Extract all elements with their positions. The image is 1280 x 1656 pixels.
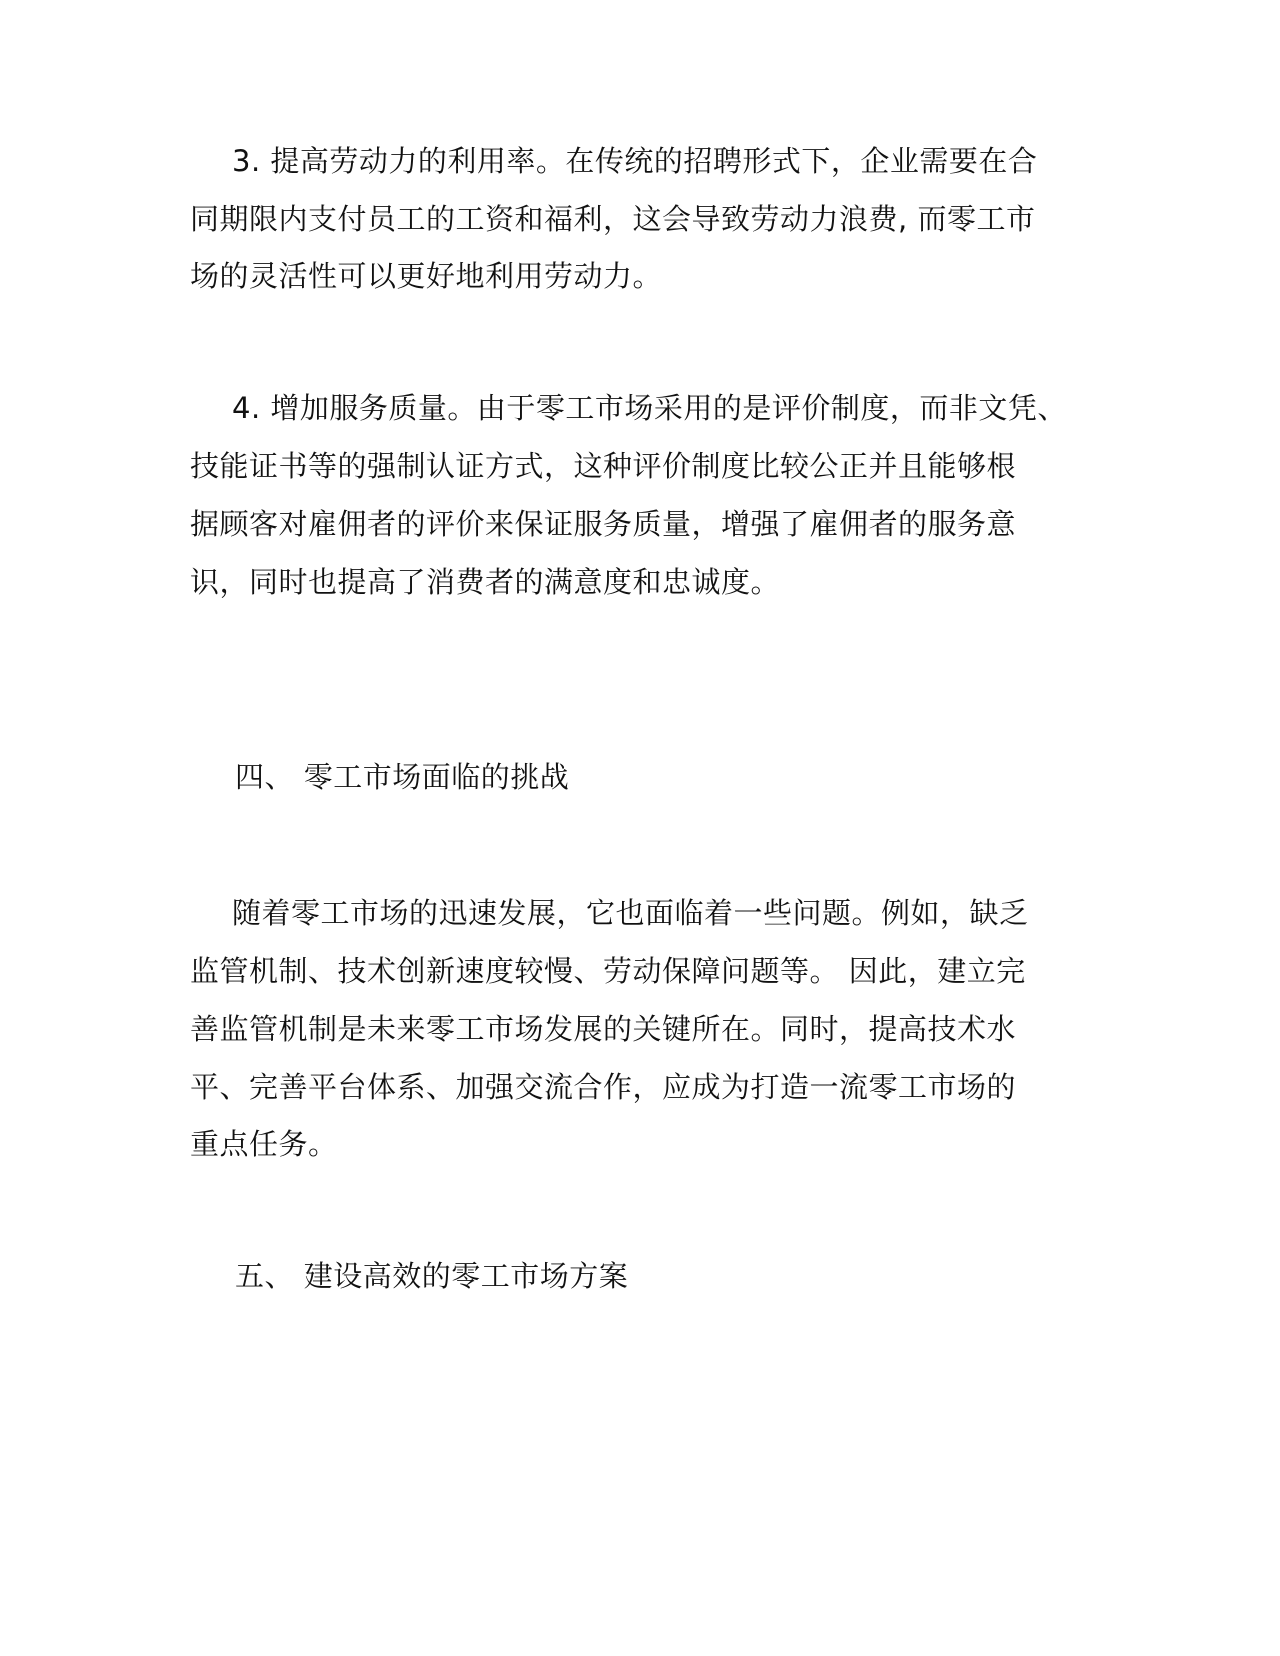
section-heading-4: 四、 零工市场面临的挑战 [235, 760, 570, 794]
challenges-line-3: 善监管机制是未来零工市场发展的关键所在。同时，提高技术水 [190, 1012, 1017, 1046]
paragraph-3-line-1: 3. 提高劳动力的利用率。在传统的招聘形式下，企业需要在合 [232, 144, 1038, 178]
paragraph-3-line-3: 场的灵活性可以更好地利用劳动力。 [190, 259, 663, 293]
challenges-line-1: 随着零工市场的迅速发展，它也面临着一些问题。例如，缺乏 [232, 896, 1029, 930]
paragraph-4-line-4: 识，同时也提高了消费者的满意度和忠诚度。 [190, 565, 781, 599]
paragraph-4-line-1: 4. 增加服务质量。由于零工市场采用的是评价制度，而非文凭、 [232, 391, 1067, 425]
challenges-line-4: 平、完善平台体系、加强交流合作，应成为打造一流零工市场的 [190, 1070, 1017, 1104]
paragraph-3-line-2: 同期限内支付员工的工资和福利，这会导致劳动力浪费, 而零工市 [190, 202, 1036, 236]
paragraph-4-line-3: 据顾客对雇佣者的评价来保证服务质量，增强了雇佣者的服务意 [190, 507, 1017, 541]
challenges-line-5: 重点任务。 [190, 1127, 338, 1161]
paragraph-4-line-2: 技能证书等的强制认证方式，这种评价制度比较公正并且能够根 [190, 449, 1017, 483]
section-heading-5: 五、 建设高效的零工市场方案 [235, 1259, 629, 1293]
challenges-line-2: 监管机制、技术创新速度较慢、劳动保障问题等。 因此，建立完 [190, 954, 1026, 988]
